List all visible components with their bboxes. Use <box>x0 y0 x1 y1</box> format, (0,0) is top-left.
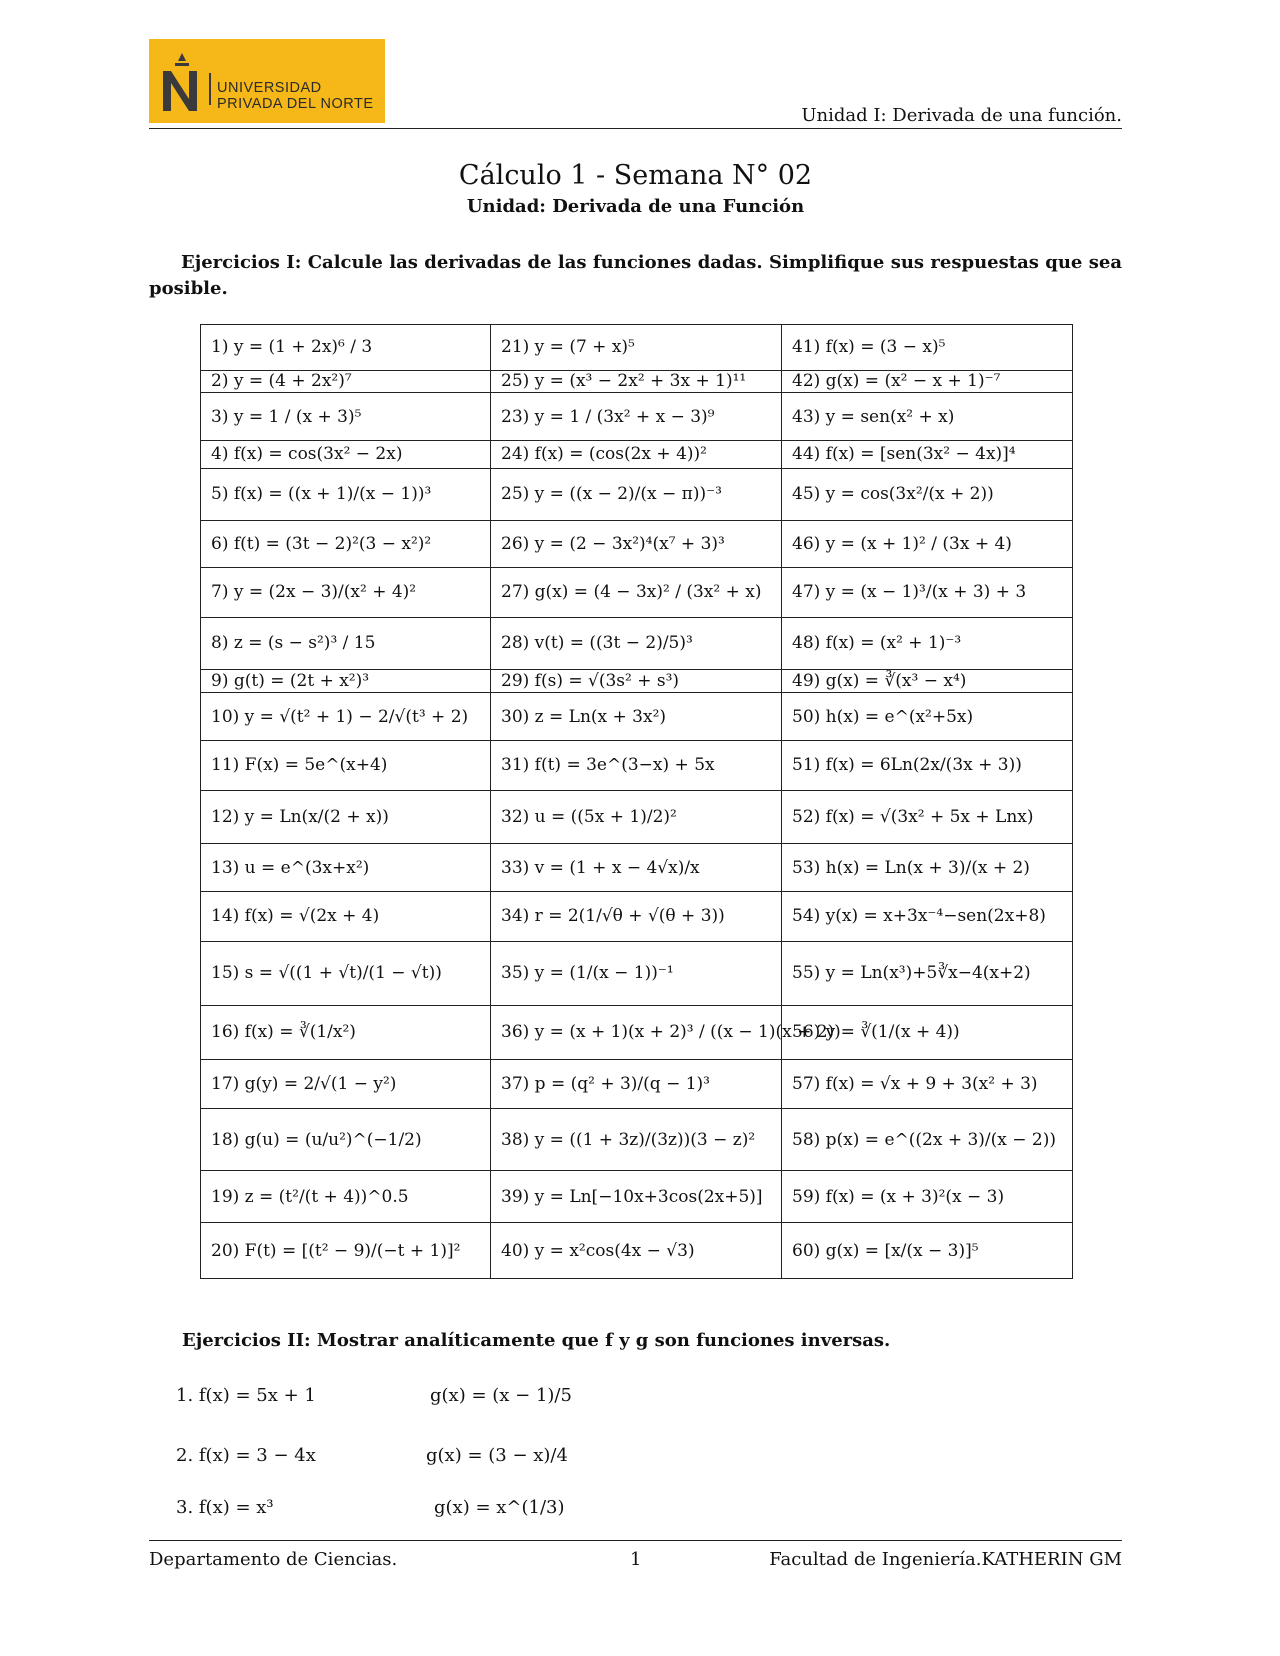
instructions-part-2: Ejercicios II: Mostrar analíticamente que f y g son funciones inversas. <box>182 1330 891 1351</box>
table-row <box>201 468 1073 520</box>
exercise-cell: 16) f(x) = ∛(1/x²) <box>201 1005 491 1059</box>
inverse-pair-1-g: g(x) = (x − 1)/5 <box>430 1385 572 1406</box>
footer-rule <box>149 1540 1122 1541</box>
exercise-cell: 32) u = ((5x + 1)/2)² <box>491 790 782 844</box>
table-row <box>201 1223 1073 1279</box>
page-title: Cálculo 1 - Semana N° 02 <box>458 160 813 191</box>
table-row <box>201 1059 1073 1109</box>
table-row <box>201 941 1073 1005</box>
exercise-cell: 39) y = Ln[−10x+3cos(2x+5)] <box>491 1171 782 1223</box>
table-row <box>201 520 1073 568</box>
header-rule <box>149 128 1122 129</box>
exercise-cell: 55) y = Ln(x³)+5∛x−4(x+2) <box>782 941 1073 1005</box>
exercise-cell: 45) y = cos(3x²/(x + 2)) <box>782 468 1073 520</box>
exercise-cell: 14) f(x) = √(2x + 4) <box>201 891 491 941</box>
exercises-table <box>200 324 1073 1279</box>
upn-logo-mark-icon <box>159 49 205 113</box>
inverse-pair-2-g: g(x) = (3 − x)/4 <box>426 1445 568 1466</box>
exercise-cell: 50) h(x) = e^(x²+5x) <box>782 693 1073 741</box>
exercise-cell: 36) y = (x + 1)(x + 2)³ / ((x − 1)(x + 2)) <box>491 1005 782 1059</box>
exercise-cell: 9) g(t) = (2t + x²)³ <box>201 669 491 693</box>
exercise-cell: 41) f(x) = (3 − x)⁵ <box>782 325 1073 371</box>
exercise-cell: 47) y = (x − 1)³/(x + 3) + 3 <box>782 568 1073 618</box>
inverse-pair-3-f: 3. f(x) = x³ <box>176 1497 274 1518</box>
exercise-cell: 10) y = √(t² + 1) − 2/√(t³ + 2) <box>201 693 491 741</box>
exercise-cell: 12) y = Ln(x/(2 + x)) <box>201 790 491 844</box>
exercise-cell: 30) z = Ln(x + 3x²) <box>491 693 782 741</box>
exercise-cell: 42) g(x) = (x² − x + 1)⁻⁷ <box>782 370 1073 393</box>
logo-text <box>217 80 374 112</box>
exercise-cell: 31) f(t) = 3e^(3−x) + 5x <box>491 740 782 790</box>
exercise-cell: 7) y = (2x − 3)/(x² + 4)² <box>201 568 491 618</box>
exercise-cell: 11) F(x) = 5e^(x+4) <box>201 740 491 790</box>
table-row <box>201 1005 1073 1059</box>
exercise-cell: 58) p(x) = e^((2x + 3)/(x − 2)) <box>782 1109 1073 1171</box>
exercise-cell: 3) y = 1 / (x + 3)⁵ <box>201 393 491 441</box>
exercise-cell: 33) v = (1 + x − 4√x)/x <box>491 844 782 892</box>
exercise-cell: 60) g(x) = [x/(x − 3)]⁵ <box>782 1223 1073 1279</box>
exercise-cell: 57) f(x) = √x + 9 + 3(x² + 3) <box>782 1059 1073 1109</box>
exercise-cell: 35) y = (1/(x − 1))⁻¹ <box>491 941 782 1005</box>
logo-line-2: PRIVADA DEL NORTE <box>217 96 374 112</box>
exercise-cell: 17) g(y) = 2/√(1 − y²) <box>201 1059 491 1109</box>
exercise-cell: 56) y = ∛(1/(x + 4)) <box>782 1005 1073 1059</box>
exercise-cell: 38) y = ((1 + 3z)/(3z))(3 − z)² <box>491 1109 782 1171</box>
exercise-cell: 6) f(t) = (3t − 2)²(3 − x²)² <box>201 520 491 568</box>
inverse-pair-3-g: g(x) = x^(1/3) <box>434 1497 565 1518</box>
instructions-part-1: Ejercicios I: Calcule las derivadas de las funciones dadas. Simplifique sus respuestas que sea posible. <box>149 252 1122 299</box>
running-head: Unidad I: Derivada de una función. <box>801 105 1122 126</box>
exercise-cell: 13) u = e^(3x+x²) <box>201 844 491 892</box>
exercise-cell: 25) y = (x³ − 2x² + 3x + 1)¹¹ <box>491 370 782 393</box>
inverse-pair-2-f: 2. f(x) = 3 − 4x <box>176 1445 316 1466</box>
exercise-cell: 27) g(x) = (4 − 3x)² / (3x² + x) <box>491 568 782 618</box>
exercise-cell: 4) f(x) = cos(3x² − 2x) <box>201 440 491 468</box>
exercise-cell: 28) v(t) = ((3t − 2)/5)³ <box>491 617 782 669</box>
table-row <box>201 669 1073 693</box>
exercise-cell: 49) g(x) = ∛(x³ − x⁴) <box>782 669 1073 693</box>
exercise-cell: 24) f(x) = (cos(2x + 4))² <box>491 440 782 468</box>
exercise-cell: 8) z = (s − s²)³ / 15 <box>201 617 491 669</box>
exercise-cell: 15) s = √((1 + √t)/(1 − √t)) <box>201 941 491 1005</box>
table-row <box>201 393 1073 441</box>
table-row <box>201 1171 1073 1223</box>
table-row <box>201 370 1073 393</box>
exercise-cell: 48) f(x) = (x² + 1)⁻³ <box>782 617 1073 669</box>
exercise-cell: 19) z = (t²/(t + 4))^0.5 <box>201 1171 491 1223</box>
table-row <box>201 617 1073 669</box>
table-row <box>201 325 1073 371</box>
exercise-cell: 44) f(x) = [sen(3x² − 4x)]⁴ <box>782 440 1073 468</box>
exercise-cell: 18) g(u) = (u/u²)^(−1/2) <box>201 1109 491 1171</box>
exercise-cell: 34) r = 2(1/√θ + √(θ + 3)) <box>491 891 782 941</box>
footer-faculty: Facultad de Ingeniería.KATHERIN GM <box>769 1549 1122 1570</box>
exercise-cell: 40) y = x²cos(4x − √3) <box>491 1223 782 1279</box>
table-row <box>201 740 1073 790</box>
table-row <box>201 440 1073 468</box>
inverse-pair-1-f: 1. f(x) = 5x + 1 <box>176 1385 316 1406</box>
exercise-cell: 20) F(t) = [(t² − 9)/(−t + 1)]² <box>201 1223 491 1279</box>
footer-department: Departamento de Ciencias. <box>149 1549 398 1570</box>
table-row <box>201 891 1073 941</box>
table-row <box>201 844 1073 892</box>
exercise-cell: 25) y = ((x − 2)/(x − π))⁻³ <box>491 468 782 520</box>
table-row <box>201 1109 1073 1171</box>
exercise-cell: 54) y(x) = x+3x⁻⁴−sen(2x+8) <box>782 891 1073 941</box>
logo-line-1: UNIVERSIDAD <box>217 80 322 96</box>
logo-separator <box>209 73 211 105</box>
exercise-cell: 53) h(x) = Ln(x + 3)/(x + 2) <box>782 844 1073 892</box>
table-row <box>201 568 1073 618</box>
exercise-cell: 37) p = (q² + 3)/(q − 1)³ <box>491 1059 782 1109</box>
exercise-cell: 21) y = (7 + x)⁵ <box>491 325 782 371</box>
exercise-cell: 1) y = (1 + 2x)⁶ / 3 <box>201 325 491 371</box>
table-row <box>201 693 1073 741</box>
exercise-cell: 2) y = (4 + 2x²)⁷ <box>201 370 491 393</box>
university-logo <box>149 39 385 123</box>
table-row <box>201 790 1073 844</box>
exercise-cell: 26) y = (2 − 3x²)⁴(x⁷ + 3)³ <box>491 520 782 568</box>
exercise-cell: 23) y = 1 / (3x² + x − 3)⁹ <box>491 393 782 441</box>
exercise-cell: 59) f(x) = (x + 3)²(x − 3) <box>782 1171 1073 1223</box>
exercise-cell: 52) f(x) = √(3x² + 5x + Lnx) <box>782 790 1073 844</box>
exercise-cell: 43) y = sen(x² + x) <box>782 393 1073 441</box>
exercise-cell: 29) f(s) = √(3s² + s³) <box>491 669 782 693</box>
exercises-table-body <box>201 325 1073 1279</box>
exercise-cell: 46) y = (x + 1)² / (3x + 4) <box>782 520 1073 568</box>
exercise-cell: 5) f(x) = ((x + 1)/(x − 1))³ <box>201 468 491 520</box>
page-number: 1 <box>630 1549 642 1570</box>
exercise-cell: 51) f(x) = 6Ln(2x/(3x + 3)) <box>782 740 1073 790</box>
page-subtitle: Unidad: Derivada de una Función <box>466 196 805 217</box>
